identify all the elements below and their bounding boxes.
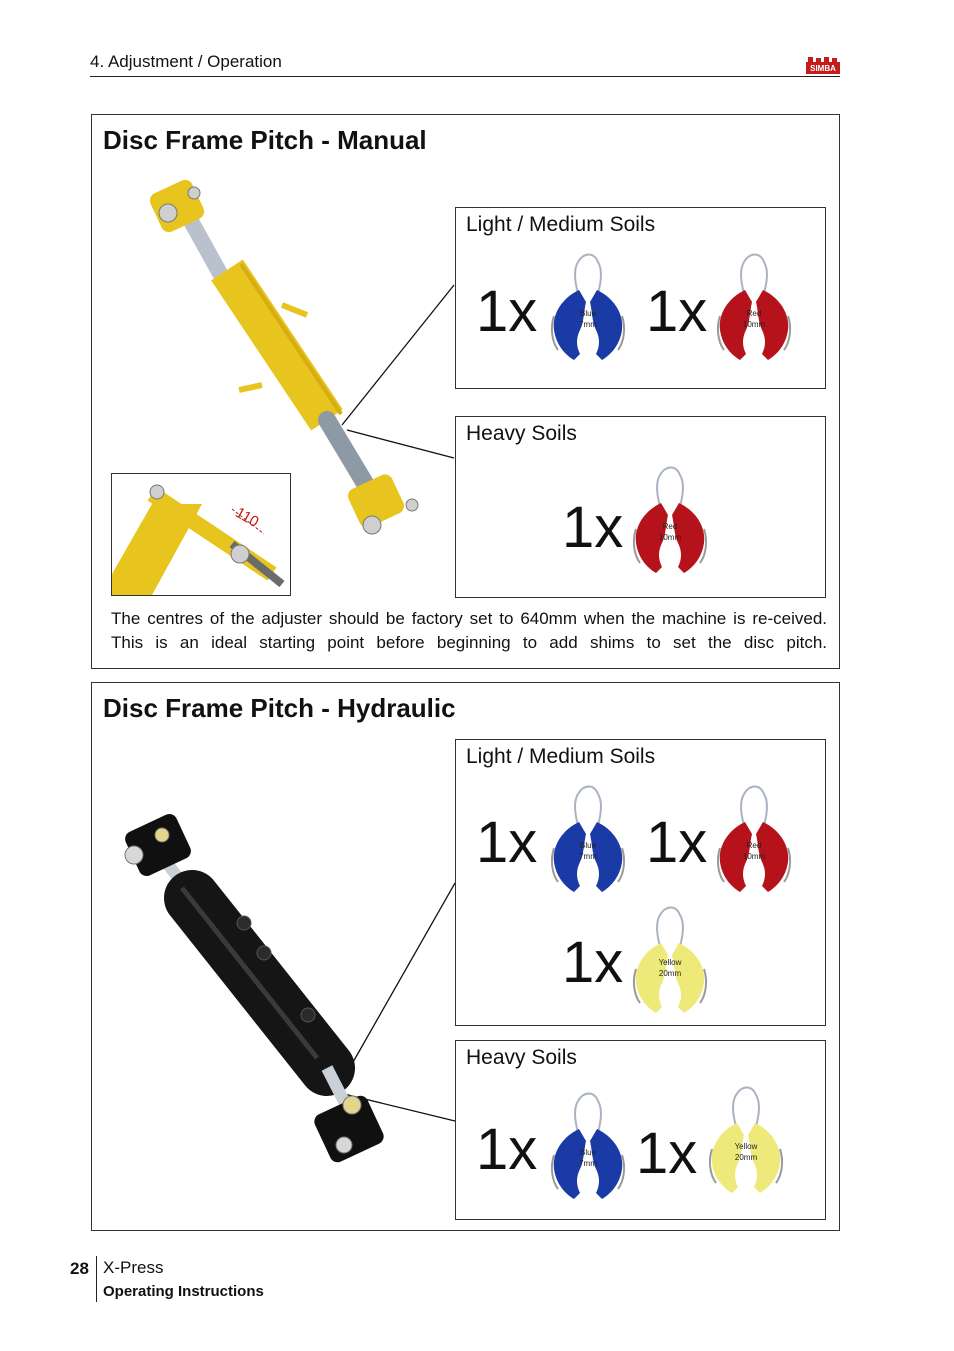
shim-size: 20mm (734, 1153, 758, 1162)
shim-quantity: 1x (476, 810, 538, 875)
manual-inset-detail (111, 473, 291, 596)
red-shim (712, 250, 796, 362)
blue-shim (546, 250, 630, 362)
red-shim (712, 782, 796, 894)
shim-size: 10mm (742, 320, 766, 329)
shim-color-name: Yellow (658, 958, 682, 967)
manual-heavy-soils-title: Heavy Soils (466, 422, 577, 445)
hydraulic-section (91, 682, 840, 1231)
hydraulic-section-title: Disc Frame Pitch - Hydraulic (103, 693, 456, 723)
shim-color-name: Blue (579, 309, 596, 318)
yellow-shim (704, 1083, 788, 1195)
shim-color-name: Yellow (734, 1142, 758, 1151)
shim-color-name: Blue (579, 841, 596, 850)
footer-rule (96, 1256, 97, 1302)
manual-section (91, 114, 840, 669)
shim-size: 20mm (658, 969, 682, 978)
blue-shim (546, 782, 630, 894)
shim-size: 7mm (579, 320, 597, 329)
manual-setup-note: The centres of the adjuster should be factory set to 640mm when the machine is re-ceived. This is an ideal starting point before beginning to add shims to set the disc pitch. (111, 609, 827, 652)
hydraulic-light-soils-box (455, 739, 826, 1026)
shim-quantity: 1x (646, 810, 708, 875)
shim-quantity: 1x (562, 495, 624, 560)
header-rule (90, 76, 840, 77)
header-section-title: 4. Adjustment / Operation (90, 52, 282, 71)
red-shim (628, 463, 712, 575)
hydraulic-heavy-soils-box (455, 1040, 826, 1220)
blue-shim (546, 1089, 630, 1201)
shim-quantity: 1x (476, 279, 538, 344)
shim-color-name: Red (746, 309, 762, 318)
footer-document-type: Operating Instructions (103, 1283, 264, 1300)
shim-quantity: 1x (646, 279, 708, 344)
shim-color-name: Blue (579, 1148, 596, 1157)
hydraulic-light-soils-title: Light / Medium Soils (466, 745, 656, 768)
manual-section-title: Disc Frame Pitch - Manual (103, 125, 427, 155)
manual-light-soils-box (455, 207, 826, 389)
svg-text:SIMBA: SIMBA (810, 64, 836, 73)
simba-logo (806, 57, 840, 74)
dimension-label: 110 (232, 504, 262, 531)
shim-size: 7mm (579, 1159, 597, 1168)
shim-quantity: 1x (636, 1121, 698, 1186)
manual-heavy-soils-box (455, 416, 826, 598)
hydraulic-heavy-soils-title: Heavy Soils (466, 1046, 577, 1069)
shim-color-name: Red (662, 522, 678, 531)
manual-light-soils-title: Light / Medium Soils (466, 213, 656, 236)
shim-size: 10mm (658, 533, 682, 542)
yellow-shim (628, 903, 712, 1015)
shim-size: 7mm (579, 852, 597, 861)
shim-quantity: 1x (476, 1117, 538, 1182)
shim-color-name: Red (746, 841, 762, 850)
shim-quantity: 1x (562, 930, 624, 995)
shim-size: 10mm (742, 852, 766, 861)
hydraulic-cylinder-illustration (112, 803, 462, 1183)
page-number: 28 (70, 1259, 89, 1278)
footer-product-name: X-Press (103, 1258, 164, 1277)
